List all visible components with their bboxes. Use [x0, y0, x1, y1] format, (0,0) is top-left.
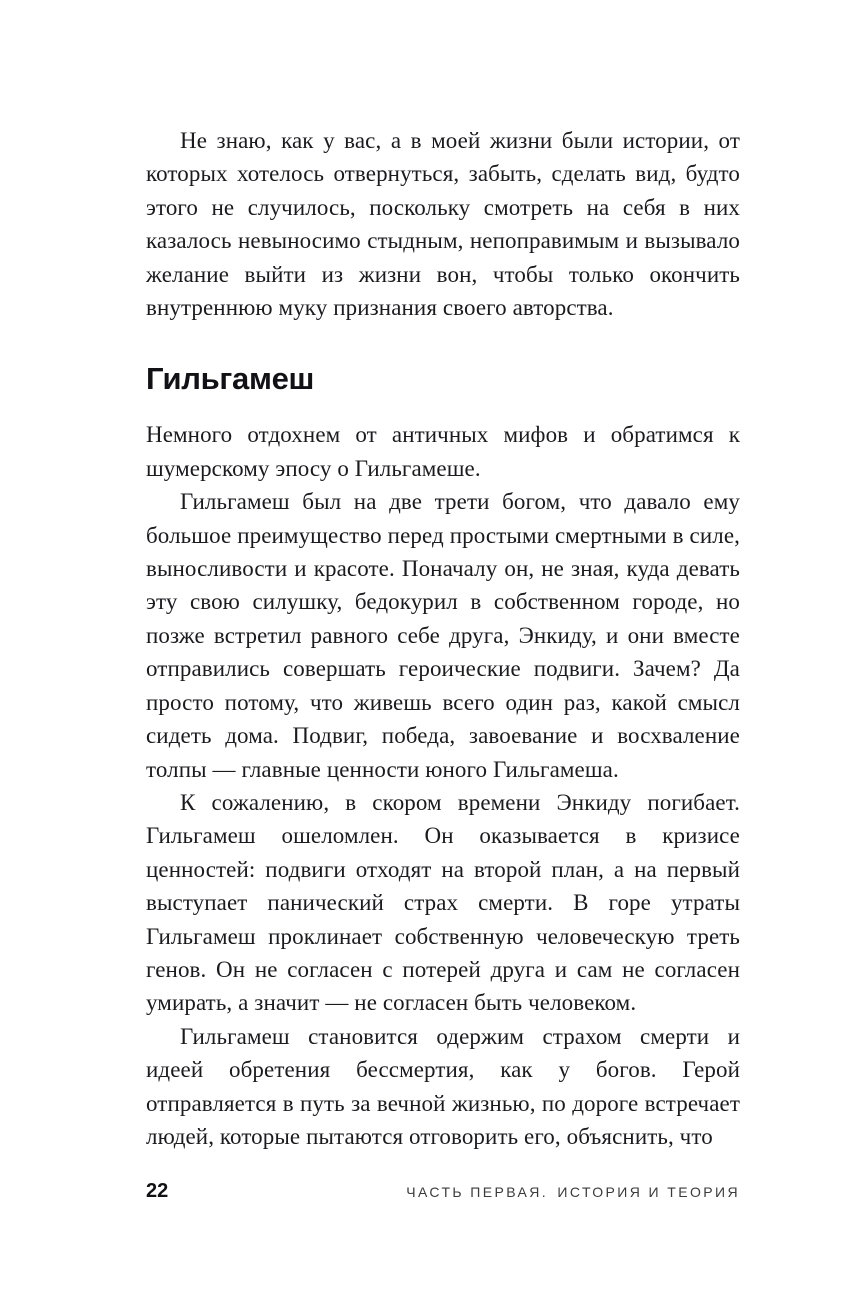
paragraph: Гильгамеш становится одержим страхом смерти и идеей обретения бессмертия, как у богов. Герой отправляется в путь за вечной жизнью, по дороге встречает людей, которые пытаются отговорить его, объяснить, что	[146, 1023, 740, 1149]
page-number: 22	[146, 1180, 169, 1202]
intro-paragraph: Не знаю, как у вас, а в моей жизни были истории, от которых хотелось отвернуться, забыть, сделать вид, будто этого не случилось, поскольку смотреть на себя в них казалось невыносимо стыдным, непоправимым и вызывало желание выйти из жизни вон, чтобы только окончить внутреннюю муку признания своего авторства.	[146, 128, 740, 321]
page-footer	[146, 1180, 740, 1203]
running-title: ЧАСТЬ ПЕРВАЯ. ИСТОРИЯ И ТЕОРИЯ	[406, 1184, 740, 1200]
paragraph: Гильгамеш был на две трети богом, что давало ему большое преимущество перед простыми смертными в силе, выносливости и красоте. Поначалу он, не зная, куда девать эту свою силушку, бедокурил в собственном городе, но позже встретил равного себе друга, Энкиду, и они вместе отправились совершать героические подвиги. Зачем? Да просто потому, что живешь всего один раз, какой смысл сидеть дома. Подвиг, победа, завоевание и восхваление толпы — главные ценности юного Гильгамеша.	[146, 489, 740, 782]
text-block	[146, 124, 740, 1153]
section-heading: Гильгамеш	[146, 361, 315, 397]
paragraph: Немного отдохнем от античных мифов и обратимся к шумерскому эпосу о Гильгамеше.	[146, 422, 740, 481]
paragraph: К сожалению, в скором времени Энкиду погибает. Гильгамеш ошеломлен. Он оказывается в кризисе ценностей: подвиги отходят на второй план, а на первый выступает панический страх смерти. В горе утраты Гильгамеш проклинает собственную человеческую треть генов. Он не согласен с потерей друга и сам не согласен умирать, а значит — не согласен быть человеком.	[146, 789, 740, 1016]
